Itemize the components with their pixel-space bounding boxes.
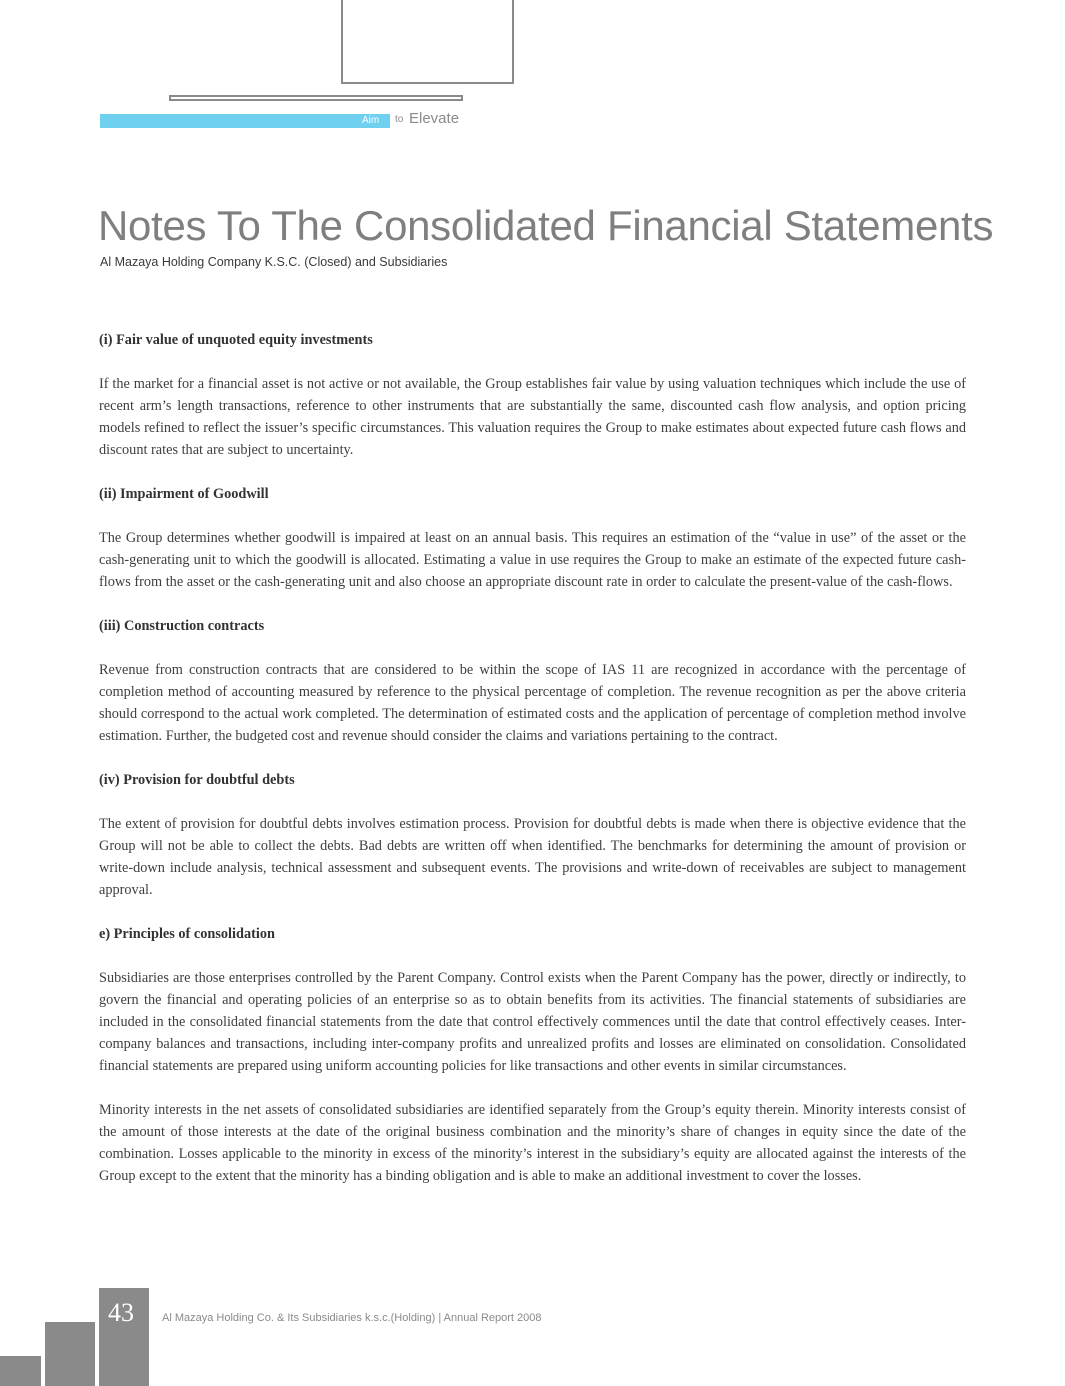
section-paragraph: The extent of provision for doubtful debts involves estimation process. Provision for doubtful debts is made when there is objective evidence that the Group will not be able to collect the debts. Bad debts are written off when identified. The benchmarks for determining the amount of provision or write-down include analysis, technical assessment and subsequent events. The provisions and write-down of receivables are subject to management approval. (99, 816, 966, 898)
decorative-frame (341, 0, 514, 84)
notes-content (99, 329, 966, 1209)
section-heading: e) Principles of consolidation (99, 926, 275, 942)
section-heading: (ii) Impairment of Goodwill (99, 486, 269, 502)
section-heading: (iii) Construction contracts (99, 618, 265, 634)
footer-block (45, 1322, 95, 1386)
section-paragraph: Subsidiaries are those enterprises controlled by the Parent Company. Control exists when the Parent Company has the power, directly or indirectly, to govern the financial and operating policies of an enterprise so as to obtain benefits from its activities. The financial statements of subsidiaries are included in the consolidated financial statements from the date that control effectively commences until the date that control effectively ceases. Inter-company balances and transactions, including inter-company profits and unrealized profits and losses are eliminated on consolidation. Consolidated financial statements are prepared using uniform accounting policies for like transactions and other events in similar circumstances. (99, 970, 966, 1074)
decorative-bar (169, 95, 463, 101)
section-principles-consolidation (99, 923, 966, 1187)
section-paragraph: Revenue from construction contracts that are considered to be within the scope of IAS 11 are recognized in accordance with the percentage of completion method of accounting measured by reference to the physical percentage of completion. The revenue recognition as per the above criteria should correspond to the actual work completed. The determination of estimated costs and the application of percentage of completion method involve estimation. Further, the budgeted cost and revenue should consider the claims and variations pertaining to the contract. (99, 662, 966, 744)
section-heading: (i) Fair value of unquoted equity investments (99, 332, 373, 348)
page-title: Notes To The Consolidated Financial Statements (98, 202, 994, 249)
section-paragraph: The Group determines whether goodwill is impaired at least on an annual basis. This requires an estimation of the “value in use” of the asset or the cash-generating unit to which the goodwill is allocated. Estimating a value in use requires the Group to make an estimate of the expected future cash-flows from the asset or the cash-generating unit and also choose an appropriate discount rate in order to calculate the present-value of the cash-flows. (99, 530, 966, 590)
section-paragraph: Minority interests in the net assets of consolidated subsidiaries are identified separately from the Group’s equity therein. Minority interests consist of the amount of those interests at the date of the original business combination and the minority’s share of changes in equity since the date of the combination. Losses applicable to the minority in excess of the minority’s interest in the subsidiary’s equity are allocated against the interests of the Group except to the extent that the minority has a binding obligation and is able to make an additional investment to cover the losses. (99, 1102, 966, 1184)
tagline-bar (100, 114, 390, 128)
tagline-elevate: Elevate (409, 110, 460, 127)
section-impairment-goodwill (99, 483, 966, 593)
tagline-to: to (395, 114, 404, 125)
section-construction-contracts (99, 615, 966, 747)
section-paragraph: If the market for a financial asset is not active or not available, the Group establishes fair value by using valuation techniques which include the use of recent arm’s length transactions, reference to other instruments that are substantially the same, discounted cash flow analysis, and option pricing models refined to reflect the issuer’s specific circumstances. This valuation requires the Group to make estimates about expected future cash flows and discount rates that are subject to uncertainty. (99, 376, 966, 458)
page-subtitle: Al Mazaya Holding Company K.S.C. (Closed) and Subsidiaries (100, 255, 448, 269)
section-doubtful-debts (99, 769, 966, 901)
footer-text: Al Mazaya Holding Co. & Its Subsidiaries k.s.c.(Holding) | Annual Report 2008 (162, 1312, 542, 1324)
page-number: 43 (108, 1298, 134, 1327)
footer-block (0, 1356, 41, 1386)
section-heading: (iv) Provision for doubtful debts (99, 772, 295, 788)
section-fair-value (99, 329, 966, 461)
tagline-aim: Aim (362, 115, 380, 126)
